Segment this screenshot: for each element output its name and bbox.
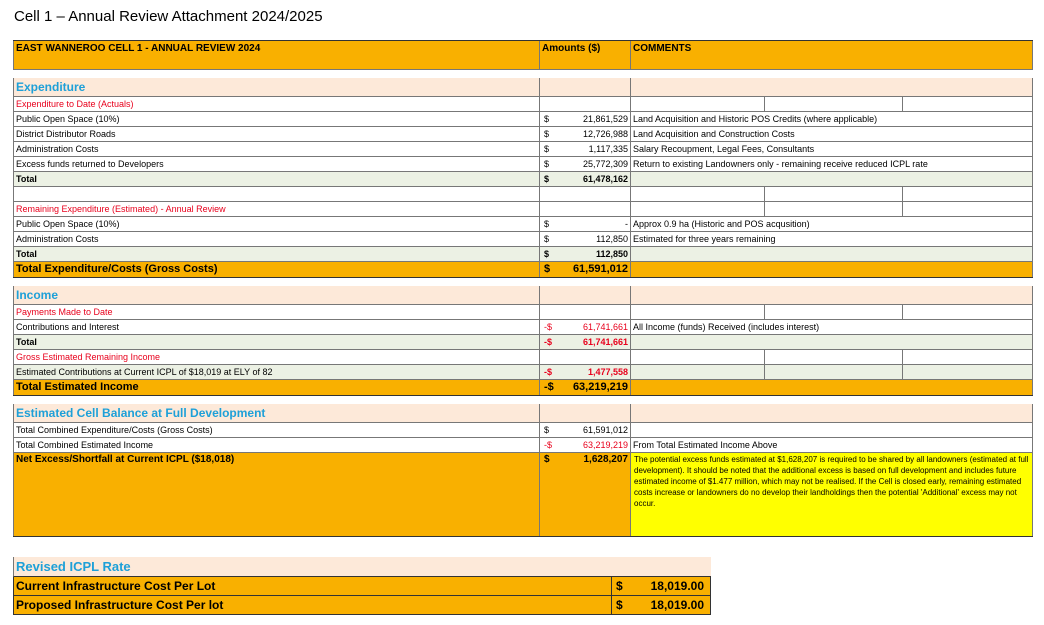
comments-header: COMMENTS bbox=[631, 41, 1033, 69]
subheading-row bbox=[13, 202, 1033, 217]
net-excess-row: Net Excess/Shortfall at Current ICPL ($18,018) $ 1,628,207 The potential excess funds estimated at $1,628,207 is required to be shared by all landowners (estimated at full development). It should be noted that the additional excess is based on full development and includes future estimated income of $1.477 million, which may not be realised. If the Cell is closed early, remaining estimated costs increase or landowners do no develop their landholdings then the potential 'Additional' excess may not occur. bbox=[13, 453, 1033, 537]
income-heading: Income bbox=[13, 286, 540, 304]
income-section-row bbox=[13, 286, 1033, 305]
revised-icpl-table bbox=[13, 557, 711, 615]
table-row: Administration Costs $ 1,117,335 Salary Recoupment, Legal Fees, Consultants bbox=[13, 142, 1033, 157]
table-row: Total Combined Expenditure/Costs (Gross Costs) $ 61,591,012 bbox=[13, 423, 1033, 438]
table-row: Public Open Space (10%) $ 21,861,529 Land Acquisition and Historic POS Credits (where applicable) bbox=[13, 112, 1033, 127]
table-row: Contributions and Interest -$ 61,741,661 All Income (funds) Received (includes interest) bbox=[13, 320, 1033, 335]
revised-section-row bbox=[13, 557, 711, 577]
review-sheet bbox=[13, 40, 1033, 537]
balance-heading: Estimated Cell Balance at Full Development bbox=[13, 404, 540, 422]
page-caption: Cell 1 – Annual Review Attachment 2024/2025 bbox=[14, 8, 323, 25]
amounts-header: Amounts ($) bbox=[540, 41, 631, 69]
grand-total-row: Total Expenditure/Costs (Gross Costs) $ 61,591,012 bbox=[13, 262, 1033, 278]
current-rate-row: Current Infrastructure Cost Per Lot $ 18,019.00 bbox=[13, 577, 711, 596]
total-row: Total $ 61,478,162 bbox=[13, 172, 1033, 187]
expenditure-heading: Expenditure bbox=[13, 78, 540, 96]
payments-subheading: Payments Made to Date bbox=[13, 305, 540, 319]
total-row: Total -$ 61,741,661 bbox=[13, 335, 1033, 350]
total-row: Total $ 112,850 bbox=[13, 247, 1033, 262]
expenditure-section-row bbox=[13, 78, 1033, 97]
grand-total-row: Total Estimated Income -$ 63,219,219 bbox=[13, 380, 1033, 396]
table-row: Excess funds returned to Developers $ 25,772,309 Return to existing Landowners only - remaining receive reduced ICPL rate bbox=[13, 157, 1033, 172]
excess-note: The potential excess funds estimated at $1,628,207 is required to be shared by all landowners (estimated at full development). It should be noted that the additional excess is based on full development and includes future estimated income of $1.477 million, which may not be realised. If the Cell is closed early, remaining estimated costs increase or landowners do no develop their landholdings then the potential 'Additional' excess may not occur. bbox=[631, 453, 1033, 536]
spacer-row bbox=[13, 187, 1033, 202]
subheading-row bbox=[13, 350, 1033, 365]
table-row: Total Combined Estimated Income -$ 63,219,219 From Total Estimated Income Above bbox=[13, 438, 1033, 453]
subheading-row bbox=[13, 305, 1033, 320]
sheet-title: EAST WANNEROO CELL 1 - ANNUAL REVIEW 2024 bbox=[13, 41, 540, 69]
table-row: Public Open Space (10%) $ - Approx 0.9 ha (Historic and POS acqusition) bbox=[13, 217, 1033, 232]
actuals-subheading: Expenditure to Date (Actuals) bbox=[13, 97, 540, 111]
subheading-row bbox=[13, 97, 1033, 112]
balance-section-row bbox=[13, 404, 1033, 423]
revised-heading: Revised ICPL Rate bbox=[16, 559, 131, 574]
proposed-rate-row: Proposed Infrastructure Cost Per lot $ 18,019.00 bbox=[13, 596, 711, 615]
remaining-income-subheading: Gross Estimated Remaining Income bbox=[13, 350, 540, 364]
table-row: Estimated Contributions at Current ICPL of $18,019 at ELY of 82 -$ 1,477,558 bbox=[13, 365, 1033, 380]
table-row: District Distributor Roads $ 12,726,988 Land Acquisition and Construction Costs bbox=[13, 127, 1033, 142]
table-row: Administration Costs $ 112,850 Estimated for three years remaining bbox=[13, 232, 1033, 247]
remaining-subheading: Remaining Expenditure (Estimated) - Annual Review bbox=[13, 202, 540, 216]
sheet-header-row bbox=[13, 40, 1033, 70]
